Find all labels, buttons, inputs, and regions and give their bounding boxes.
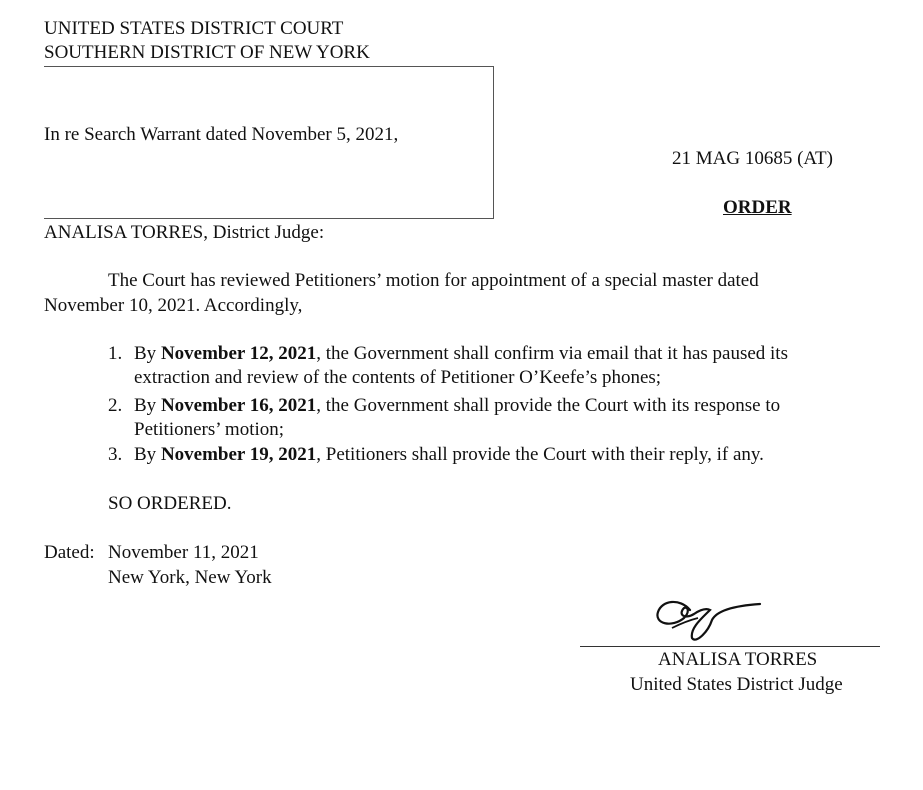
signature-image (650, 588, 790, 648)
signature-line (580, 646, 880, 647)
caption-bottom-rule (44, 218, 494, 219)
court-district: SOUTHERN DISTRICT OF NEW YORK (44, 42, 370, 63)
item-text-cont: Petitioners’ motion; (134, 419, 285, 440)
item-number: 1. (108, 343, 123, 364)
dated-date: November 11, 2021 (108, 542, 259, 563)
judge-intro: ANALISA TORRES, District Judge: (44, 222, 325, 243)
court-name: UNITED STATES DISTRICT COURT (44, 18, 344, 39)
document-title: ORDER (723, 197, 792, 218)
intro-line-1: The Court has reviewed Petitioners’ motion for appointment of a special master dated (108, 270, 759, 291)
item-prefix: By (134, 444, 161, 465)
docket-number: 21 MAG 10685 (AT) (672, 148, 833, 169)
item-prefix: By (134, 395, 161, 416)
caption-right-rule (493, 66, 494, 219)
list-item (134, 444, 764, 466)
item-text: , the Government shall confirm via email that it has paused its (316, 343, 788, 364)
caption-top-rule (44, 66, 494, 67)
item-text-cont: extraction and review of the contents of Petitioner O’Keefe’s phones; (134, 367, 662, 388)
list-item (134, 395, 780, 417)
list-item (134, 343, 788, 365)
signer-name: ANALISA TORRES (658, 649, 818, 670)
item-prefix: By (134, 343, 161, 364)
item-text: , the Government shall provide the Court with its response to (316, 395, 781, 416)
item-text: , Petitioners shall provide the Court with their reply, if any. (316, 444, 764, 465)
intro-line-2: November 10, 2021. Accordingly, (44, 295, 303, 316)
dated-place: New York, New York (108, 567, 272, 588)
dated-label: Dated: (44, 542, 95, 563)
item-number: 3. (108, 444, 123, 465)
item-number: 2. (108, 395, 123, 416)
so-ordered: SO ORDERED. (108, 493, 232, 514)
case-matter: In re Search Warrant dated November 5, 2021, (44, 124, 399, 145)
item-deadline: November 19, 2021 (160, 444, 317, 465)
item-deadline: November 12, 2021 (160, 343, 317, 364)
signer-title: United States District Judge (630, 674, 843, 695)
item-deadline: November 16, 2021 (160, 395, 317, 416)
